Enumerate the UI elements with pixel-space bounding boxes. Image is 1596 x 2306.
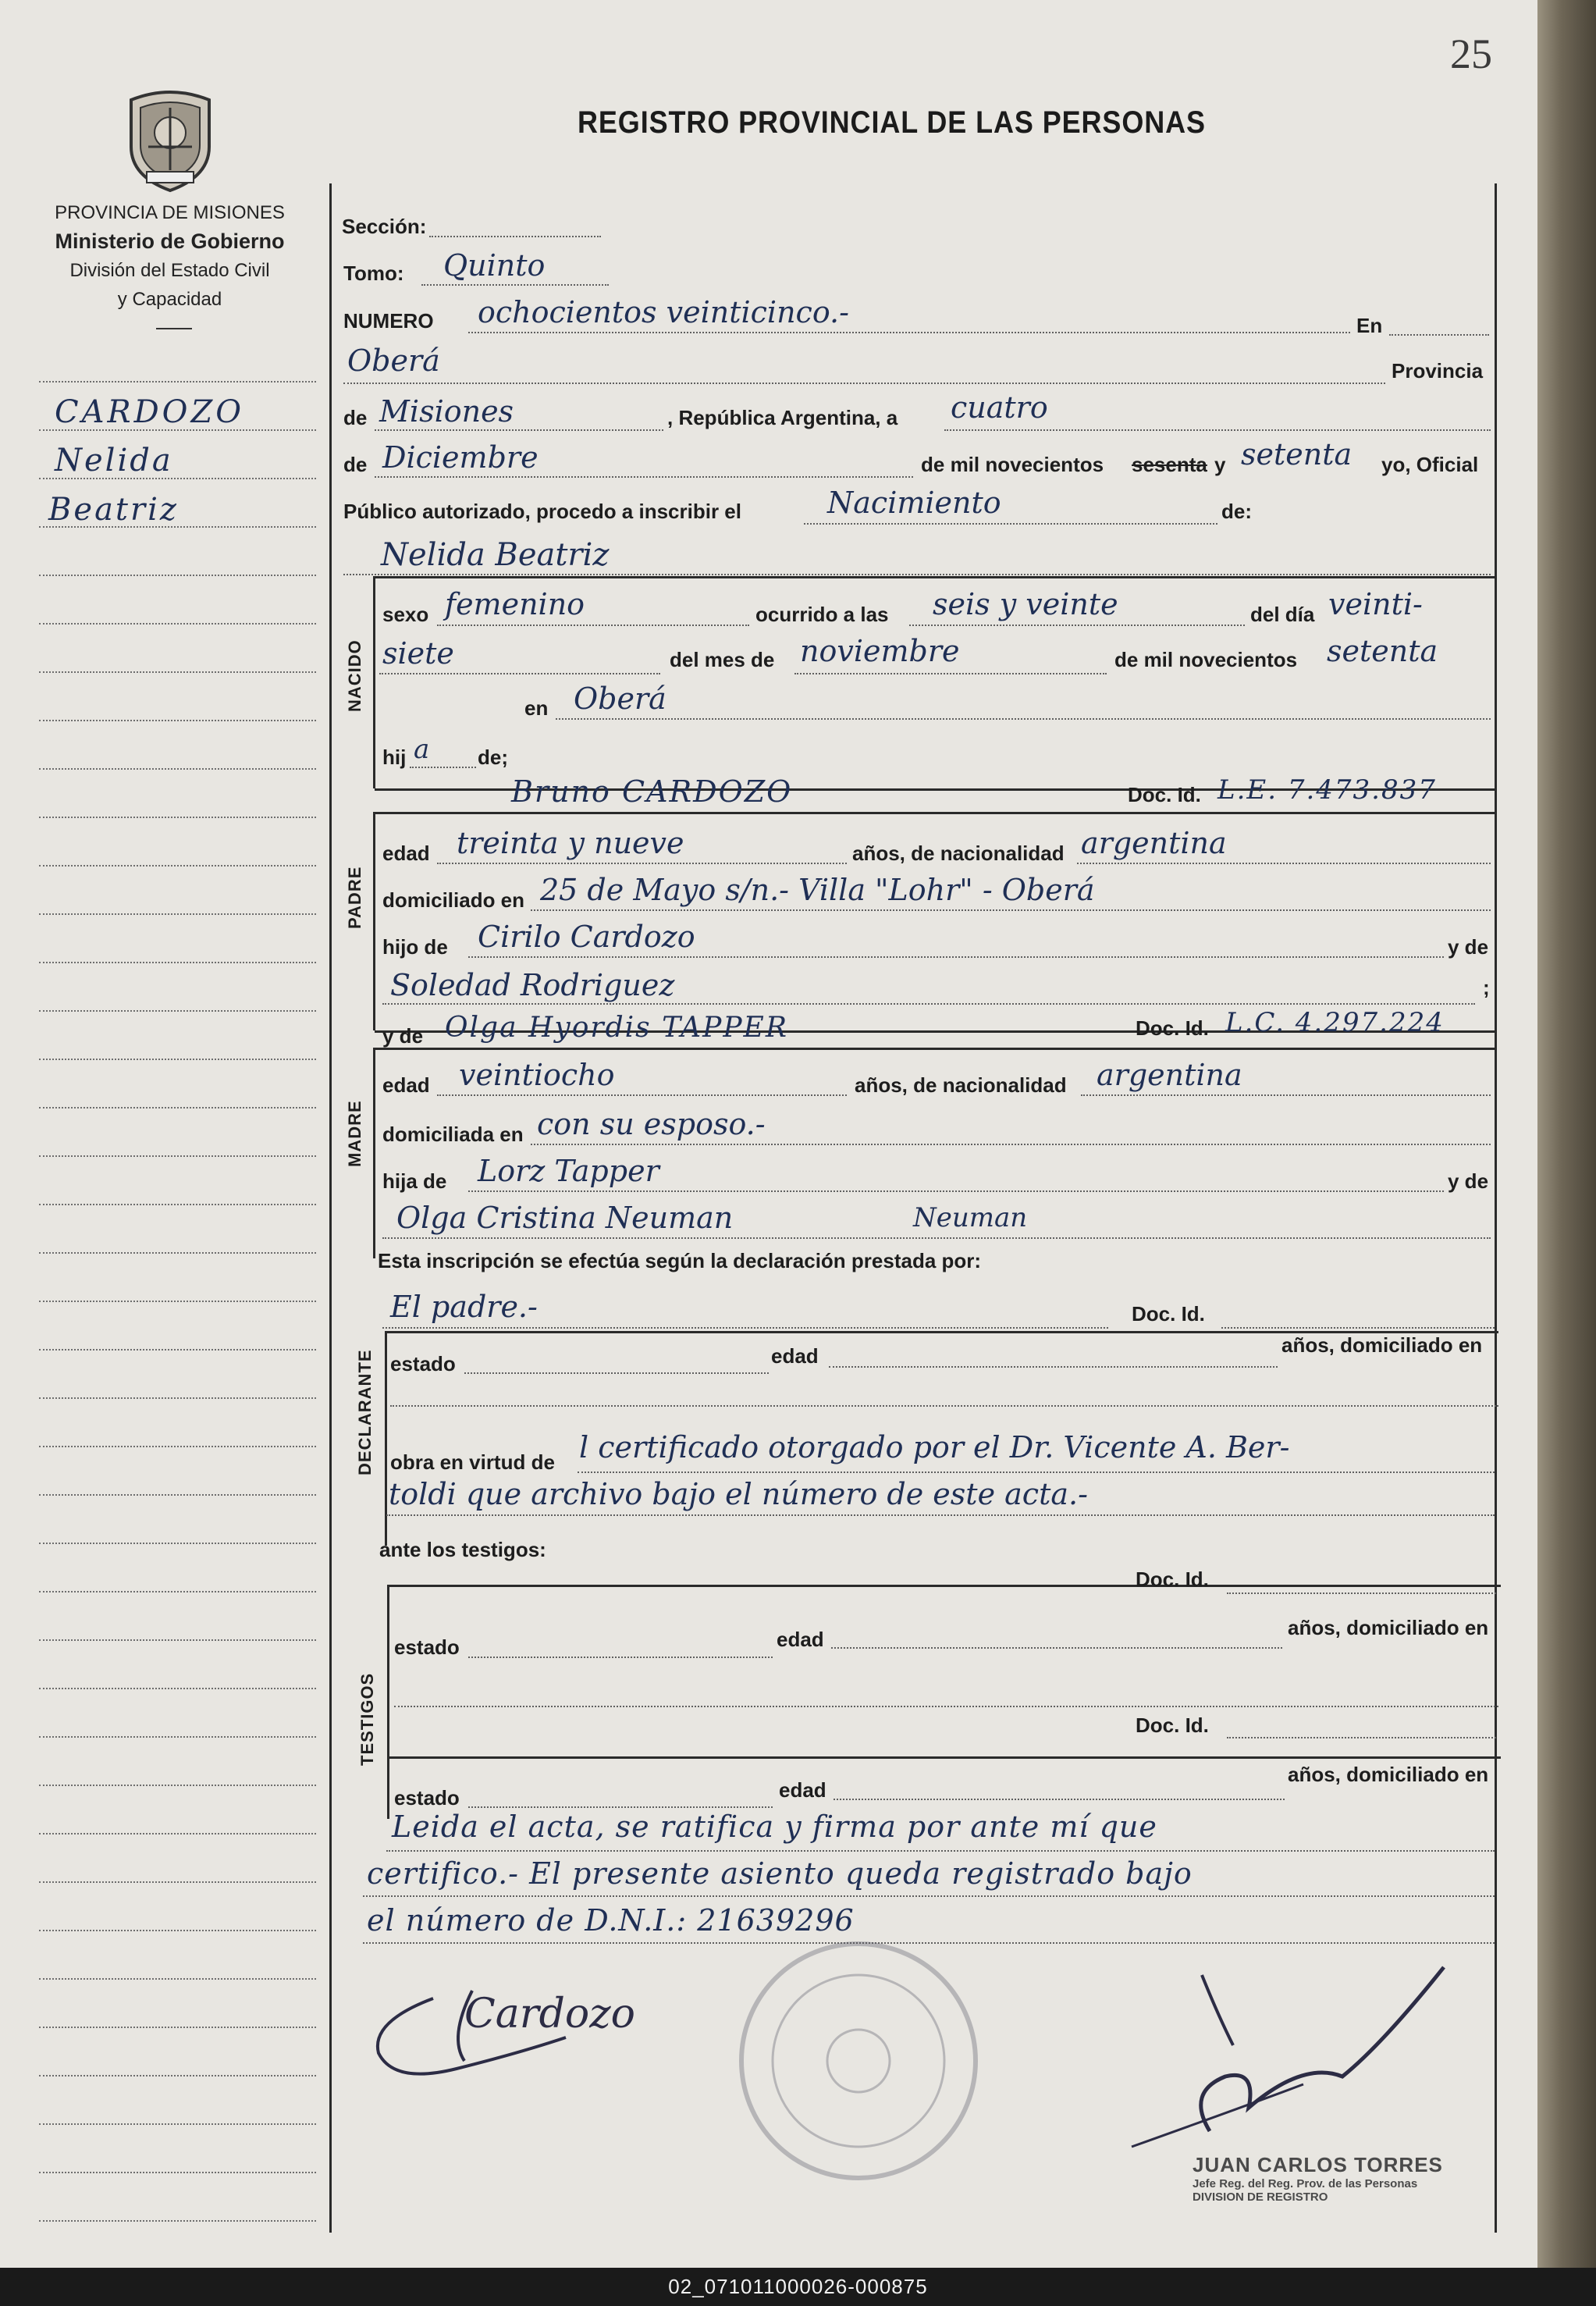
cierre-line-1: Leida el acta, se ratifica y firma por ante mí que bbox=[392, 1810, 1157, 1844]
padre-edad-value: treinta y nueve bbox=[457, 826, 684, 860]
obra-value-1: l certificado otorgado por el Dr. Vicente A. Ber- bbox=[579, 1430, 1290, 1464]
document-title: REGISTRO PROVINCIAL DE LAS PERSONAS bbox=[578, 105, 1206, 140]
sexo-value: femenino bbox=[445, 587, 585, 621]
dia-nac-line bbox=[379, 673, 660, 674]
padre-nac-value: argentina bbox=[1081, 826, 1227, 860]
page-number: 25 bbox=[1450, 30, 1492, 77]
y-label: y bbox=[1214, 453, 1226, 476]
hija-de-label: hija de bbox=[382, 1169, 447, 1193]
madre-anos-label: años, de nacionalidad bbox=[855, 1073, 1067, 1097]
mes-value: Diciembre bbox=[382, 440, 539, 475]
padre-doc-label: Doc. Id. bbox=[1128, 783, 1201, 806]
margin-rule bbox=[39, 1930, 316, 1931]
en-lower-label: en bbox=[524, 696, 549, 720]
numero-line bbox=[468, 332, 1350, 333]
padre-nombre-value: Bruno CARDOZO bbox=[511, 774, 793, 809]
abuelo-p-line bbox=[468, 956, 1444, 958]
madre-dom-line bbox=[531, 1144, 1491, 1145]
margin-rule bbox=[39, 1252, 316, 1254]
margin-rule bbox=[39, 2123, 316, 2125]
declarante-value: El padre.- bbox=[390, 1290, 538, 1324]
de-label-2: de bbox=[343, 453, 368, 476]
margin-rule bbox=[39, 1446, 316, 1447]
abuela-p-value: Soledad Rodriguez bbox=[390, 968, 675, 1002]
oficial-label: yo, Oficial bbox=[1381, 453, 1479, 476]
margin-rule bbox=[39, 1059, 316, 1060]
mes-nac-line bbox=[794, 673, 1107, 674]
dia-nac-value-2: siete bbox=[382, 636, 454, 671]
madre-doc-value: L.C. 4.297.224 bbox=[1225, 1007, 1445, 1038]
margin-rule bbox=[39, 381, 316, 383]
numero-value: ochocientos veinticinco.- bbox=[478, 295, 849, 329]
nacido-bracket bbox=[373, 576, 375, 788]
testigo2-edad-label: edad bbox=[779, 1778, 826, 1802]
madre-nac-line bbox=[1081, 1094, 1491, 1096]
book-binding bbox=[1537, 0, 1596, 2268]
declarante-doc-label: Doc. Id. bbox=[1132, 1302, 1205, 1326]
institution-header bbox=[16, 198, 324, 314]
abuela-m-value: Olga Cristina Neuman bbox=[396, 1201, 734, 1235]
del-mes-label: del mes de bbox=[670, 648, 775, 671]
lugar-value: Oberá bbox=[347, 343, 440, 378]
nacido-section-label: NACIDO bbox=[345, 639, 364, 712]
margin-rule bbox=[39, 1107, 316, 1109]
provincia-line bbox=[375, 429, 663, 431]
padre-section-label: PADRE bbox=[345, 866, 364, 929]
madre-bracket bbox=[373, 1048, 375, 1258]
margin-rule bbox=[39, 1397, 316, 1399]
abuelo-m-value: Lorz Tapper bbox=[478, 1154, 659, 1188]
hora-value: seis y veinte bbox=[933, 587, 1118, 621]
declarante-edad-label: edad bbox=[771, 1344, 819, 1368]
madre-dom-label: domiciliada en bbox=[382, 1123, 524, 1146]
padre-doc-value: L.E. 7.473.837 bbox=[1217, 774, 1437, 806]
anio-nac-value: setenta bbox=[1327, 634, 1438, 668]
anio-value: setenta bbox=[1241, 437, 1353, 472]
cierre-rule-2 bbox=[363, 1895, 1495, 1897]
hij-suffix-value: a bbox=[414, 734, 430, 765]
testigo2-doc-line bbox=[1227, 1737, 1496, 1738]
abuelo-m-line bbox=[468, 1190, 1444, 1192]
lugar-nac-line bbox=[556, 718, 1491, 720]
en-label: En bbox=[1356, 314, 1383, 337]
hij-line bbox=[410, 767, 476, 768]
obra-line-2 bbox=[386, 1514, 1495, 1516]
margin-rule bbox=[39, 1155, 316, 1157]
declarante-edad-line bbox=[829, 1366, 1278, 1368]
declarante-anos-label: años, domiciliado en bbox=[1281, 1333, 1483, 1357]
testigos-top-rule bbox=[389, 1585, 1501, 1587]
madre-dom-value: con su esposo.- bbox=[537, 1107, 766, 1141]
testigo1-doc-label: Doc. Id. bbox=[1136, 1568, 1209, 1591]
padre-anos-label: años, de nacionalidad bbox=[852, 842, 1065, 865]
margin-rule bbox=[39, 1736, 316, 1738]
sexo-line bbox=[437, 625, 749, 626]
officer-name: JUAN CARLOS TORRES bbox=[1193, 2153, 1443, 2176]
declarante-estado-line bbox=[464, 1372, 769, 1374]
cierre-line-3: el número de D.N.I.: 21639296 bbox=[367, 1903, 855, 1938]
ministry-name: Ministerio de Gobierno bbox=[55, 230, 285, 253]
mil-nov-label: de mil novecientos bbox=[1114, 648, 1298, 671]
testigo2-estado-label: estado bbox=[394, 1786, 460, 1810]
margin-rule bbox=[39, 1591, 316, 1592]
declarante-section-label: DECLARANTE bbox=[355, 1349, 375, 1475]
margin-rule bbox=[39, 1833, 316, 1834]
madre-edad-label: edad bbox=[382, 1073, 430, 1097]
margin-rule bbox=[39, 1301, 316, 1302]
parent-signature: Cardozo bbox=[464, 1991, 635, 2037]
sexo-label: sexo bbox=[382, 603, 429, 626]
hora-line bbox=[909, 625, 1245, 626]
testigo1-edad-line bbox=[831, 1647, 1282, 1649]
margin-rule bbox=[39, 865, 316, 867]
ocurrido-label: ocurrido a las bbox=[755, 603, 889, 626]
margin-rule bbox=[39, 1543, 316, 1544]
margin-rule bbox=[39, 2027, 316, 2028]
provincia-value: Misiones bbox=[379, 394, 514, 429]
margin-rule bbox=[39, 2220, 316, 2222]
obra-value-2: toldi que archivo bajo el número de este acta.- bbox=[389, 1477, 1088, 1511]
margin-rule bbox=[39, 1349, 316, 1351]
margin-rule bbox=[39, 623, 316, 625]
margin-rule bbox=[39, 1881, 316, 1883]
padre-dom-value: 25 de Mayo s/n.- Villa "Lohr" - Oberá bbox=[540, 873, 1095, 907]
abuelo-p-value: Cirilo Cardozo bbox=[478, 920, 695, 954]
madre-nombre-value: Olga Hyordis TAPPER bbox=[445, 1012, 788, 1044]
testigos-section-label: TESTIGOS bbox=[357, 1672, 377, 1766]
seccion-label: Sección: bbox=[342, 215, 427, 238]
abuela-p-line bbox=[382, 1003, 1475, 1005]
nombre-value: Nelida Beatriz bbox=[381, 537, 610, 573]
publico-label: Público autorizado, procedo a inscribir el bbox=[343, 500, 741, 523]
acto-value: Nacimiento bbox=[827, 486, 1001, 520]
hij-label: hij bbox=[382, 746, 407, 769]
dia-value: cuatro bbox=[951, 390, 1048, 425]
testigo1-dom-line bbox=[394, 1706, 1498, 1707]
left-column-border bbox=[329, 183, 332, 2233]
numero-label: NUMERO bbox=[343, 309, 434, 333]
de-mil-label: de mil novecientos bbox=[921, 453, 1104, 476]
testigo1-estado-line bbox=[468, 1657, 773, 1658]
madre-nac-value: argentina bbox=[1097, 1058, 1242, 1092]
margin-rule bbox=[39, 1639, 316, 1641]
en-line bbox=[1389, 334, 1489, 336]
madre-edad-line bbox=[437, 1094, 847, 1096]
lugar-nac-value: Oberá bbox=[574, 681, 666, 716]
madre-doc-label: Doc. Id. bbox=[1136, 1016, 1209, 1040]
madre-section-label: MADRE bbox=[345, 1100, 364, 1167]
padre-bracket bbox=[373, 812, 375, 1030]
margin-first-name: Nelida bbox=[55, 443, 173, 479]
header-underline bbox=[156, 328, 192, 329]
padre-dom-label: domiciliado en bbox=[382, 888, 525, 912]
testigo2-edad-line bbox=[834, 1799, 1285, 1800]
obra-line-1 bbox=[578, 1471, 1495, 1473]
testigos-bracket bbox=[387, 1585, 389, 1819]
madre-name-rule bbox=[375, 1048, 1495, 1050]
y-de-label-1: y de bbox=[1448, 935, 1489, 959]
testigo2-estado-line bbox=[468, 1806, 773, 1808]
margin-rule bbox=[39, 720, 316, 721]
semicolon-label: ; bbox=[1483, 976, 1490, 999]
declarante-line bbox=[382, 1327, 1108, 1329]
dia-nac-value: veinti- bbox=[1328, 587, 1423, 621]
tomo-value: Quinto bbox=[443, 248, 546, 283]
margin-rule bbox=[39, 671, 316, 673]
testigo1-estado-label: estado bbox=[394, 1635, 460, 1659]
footer-caption: 02_071011000026-000875 bbox=[0, 2268, 1596, 2306]
margin-rule bbox=[39, 768, 316, 770]
margin-rule bbox=[39, 1978, 316, 1980]
inscripcion-label: Esta inscripción se efectúa según la declaración prestada por: bbox=[378, 1249, 982, 1272]
padre-name-rule bbox=[375, 812, 1495, 814]
margin-second-name: Beatriz bbox=[48, 492, 179, 528]
testigo2-rule bbox=[389, 1756, 1501, 1759]
margin-rule bbox=[39, 2075, 316, 2076]
republica-label: , República Argentina, a bbox=[667, 406, 898, 429]
division-name: División del Estado Civil bbox=[69, 260, 270, 281]
dia-line bbox=[944, 429, 1491, 431]
nacido-top-rule bbox=[375, 576, 1495, 578]
provincia-label: Provincia bbox=[1392, 359, 1484, 383]
margin-rule bbox=[39, 962, 316, 963]
right-border bbox=[1495, 183, 1497, 2233]
declarante-estado-label: estado bbox=[390, 1352, 456, 1375]
official-stamp-icon bbox=[726, 1928, 991, 2194]
margin-rule bbox=[39, 2172, 316, 2173]
padre-edad-line bbox=[437, 863, 847, 864]
padre-nac-line bbox=[1077, 863, 1491, 864]
officer-stamp bbox=[1193, 2153, 1443, 2204]
seccion-line bbox=[429, 236, 601, 237]
abuela-m-extra: Neuman bbox=[913, 1202, 1028, 1233]
mes-nac-value: noviembre bbox=[800, 634, 960, 668]
declarante-dom-line bbox=[390, 1405, 1498, 1407]
ante-label: ante los testigos: bbox=[379, 1538, 546, 1561]
margin-rule bbox=[39, 1204, 316, 1205]
margin-surname: CARDOZO bbox=[55, 394, 245, 430]
margin-rule bbox=[39, 1785, 316, 1786]
tomo-line bbox=[421, 284, 609, 286]
de-label-1: de bbox=[343, 406, 368, 429]
margin-rule bbox=[39, 575, 316, 576]
division-name-2: y Capacidad bbox=[117, 289, 222, 310]
margin-rule bbox=[39, 1494, 316, 1496]
testigo1-anos-label: años, domiciliado en bbox=[1288, 1616, 1489, 1639]
y-de-label-2: y de bbox=[382, 1024, 424, 1048]
declarante-bracket bbox=[385, 1331, 387, 1546]
officer-title: Jefe Reg. del Reg. Prov. de las Personas bbox=[1193, 2177, 1418, 2190]
lugar-line bbox=[343, 383, 1385, 384]
testigo2-anos-label: años, domiciliado en bbox=[1288, 1763, 1489, 1786]
margin-rule bbox=[39, 1010, 316, 1012]
padre-dom-line bbox=[531, 909, 1491, 911]
officer-division: DIVISION DE REGISTRO bbox=[1193, 2190, 1328, 2204]
mes-line bbox=[375, 476, 913, 478]
cierre-line-2: certifico.- El presente asiento queda registrado bajo bbox=[367, 1856, 1193, 1891]
padre-edad-label: edad bbox=[382, 842, 430, 865]
margin-rule bbox=[39, 817, 316, 818]
coat-of-arms-icon bbox=[117, 84, 223, 194]
del-dia-label: del día bbox=[1250, 603, 1315, 626]
testigo1-edad-label: edad bbox=[777, 1628, 824, 1651]
hijo-de-label: hijo de bbox=[382, 935, 448, 959]
testigo2-doc-label: Doc. Id. bbox=[1136, 1713, 1209, 1737]
obra-label: obra en virtud de bbox=[390, 1450, 555, 1474]
officer-signature-icon bbox=[1069, 1952, 1475, 2155]
nombre-line bbox=[343, 574, 1491, 575]
y-de-label-3: y de bbox=[1448, 1169, 1489, 1193]
margin-rule bbox=[39, 913, 316, 915]
cierre-rule-1 bbox=[386, 1850, 1495, 1852]
margin-rule bbox=[39, 1688, 316, 1689]
madre-edad-value: veintiocho bbox=[459, 1058, 615, 1092]
de-colon-label: de: bbox=[1221, 500, 1252, 523]
acto-line bbox=[804, 523, 1217, 525]
declarante-doc-line bbox=[1221, 1327, 1495, 1329]
sesenta-struck: sesenta bbox=[1132, 453, 1207, 476]
de-semi-label: de; bbox=[478, 746, 508, 769]
testigo1-doc-line bbox=[1227, 1592, 1496, 1594]
abuela-m-line bbox=[382, 1237, 1491, 1239]
province-name: PROVINCIA DE MISIONES bbox=[55, 202, 285, 223]
tomo-label: Tomo: bbox=[343, 262, 404, 285]
